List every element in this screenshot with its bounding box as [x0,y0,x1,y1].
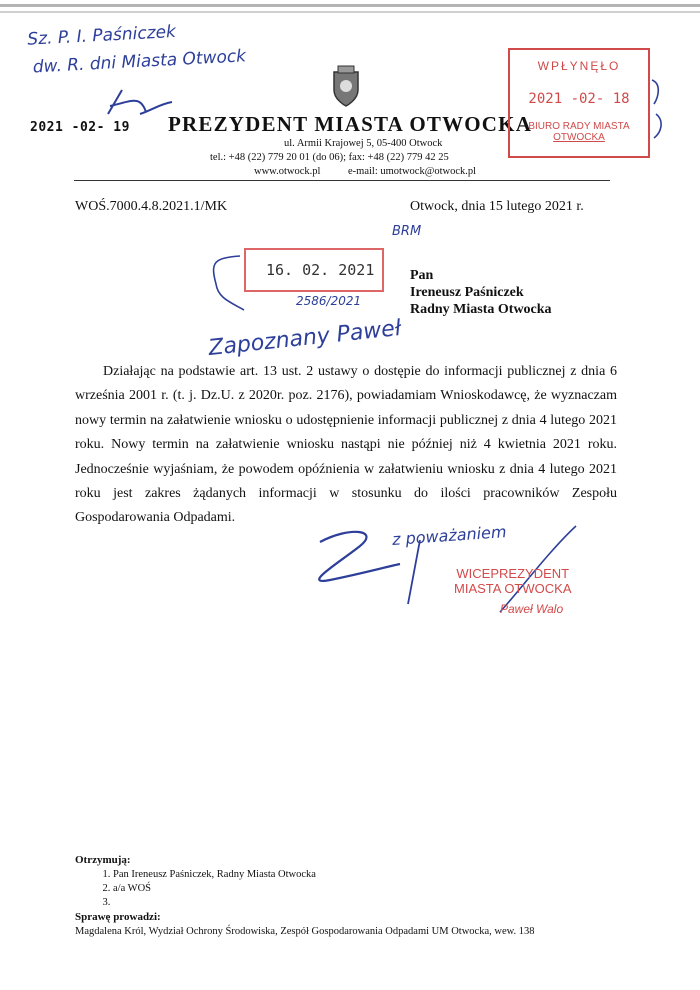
letterhead-website[interactable]: www.otwock.pl [254,166,321,177]
stamp-bracket-scribble [200,252,248,320]
delivery-stamp-date: 16. 02. 2021 [266,261,375,279]
delivery-stamp-initials: BRM [392,224,422,239]
recipient-item: 1. Pan Ireneusz Paśniczek, Radny Miasta Otwocka [113,868,535,882]
recipient-salutation: Pan [410,268,434,283]
signatory-name: Paweł Walo [500,602,564,616]
recipients-label: Otrzymują: [75,854,131,866]
handled-by: Magdalena Król, Wydział Ochrony Środowiska, Zespół Gospodarowania Odpadami UM Otwocka, wew. 138 [75,926,535,937]
received-stamp-city: OTWOCKA [553,132,605,143]
date-stamp-left: 2021 -02- 19 [30,120,130,135]
delivery-stamp-number: 2586/2021 [296,294,362,308]
signature-stamp-line2: MIASTA OTWOCKA [454,581,572,596]
received-stamp-date: 2021 -02- 18 [528,91,630,107]
received-stamp-title: WPŁYNĘŁO [537,59,621,73]
handwritten-closing: z poważaniem [391,522,508,549]
letter-body [75,360,617,531]
recipient-name: Ireneusz Paśniczek [410,285,524,300]
handwritten-margin-note [648,74,672,144]
recipient-item [113,896,535,910]
delivery-stamp [244,248,384,292]
handwritten-read-note: Zapoznany Paweł [207,315,403,362]
place-and-date: Otwock, dnia 15 lutego 2021 r. [410,199,584,214]
document-reference: WOŚ.7000.4.8.2021.1/MK [75,199,228,214]
received-stamp [508,48,650,158]
recipients-list [75,868,535,910]
letter-body-paragraph: Działając na podstawie art. 13 ust. 2 ustawy o dostępie do informacji publicznej z dnia 6 września 2001 r. (t. j. Dz.U. z 2020r. poz. 2176), powiadamiam Wnioskodawcę, że wyznaczam nowy termin na załatwienie wniosku o udostępnienie informacji publicznej z dnia 4 lutego 2021 roku. Nowy termin na załatwienie wniosku nastąpi nie później niż 4 kwietnia 2021 roku. Jednocześnie wyjaśniam, że powodem opóźnienia w załatwieniu wniosku z dnia 4 lutego 2021 roku jest zakres żądanych informacji w stosunku do ilości pracowników Zespołu Gospodarowania Odpadami. [75,364,617,526]
handwritten-addressee-note: Sz. P. I. Paśniczek dw. R. dni Miasta Otwock [26,21,247,78]
letterhead-divider [74,180,610,181]
scan-line [0,4,700,7]
letterhead-address: ul. Armii Krajowej 5, 05-400 Otwock [284,138,443,149]
signature-stamp-line1: WICEPREZYDENT [456,566,570,581]
letterhead-phone: tel.: +48 (22) 779 20 01 (do 06); fax: +48 (22) 779 42 25 [210,152,449,163]
letterhead-title: PREZYDENT MIASTA OTWOCKA [168,112,533,136]
received-stamp-office: BIURO RADY MIASTA [528,121,630,132]
recipient-item: 2. a/a WOŚ [113,882,535,896]
coat-of-arms-icon [328,64,364,108]
footer-block [75,853,535,939]
delivery-stamp-header [220,222,380,248]
recipient-title: Radny Miasta Otwocka [410,302,552,317]
scan-line [0,11,700,13]
signature-stamp [454,566,572,596]
letterhead-email[interactable]: e-mail: umotwock@otwock.pl [348,166,477,177]
recipient-block [410,267,552,318]
handled-by-label: Sprawę prowadzi: [75,911,161,923]
